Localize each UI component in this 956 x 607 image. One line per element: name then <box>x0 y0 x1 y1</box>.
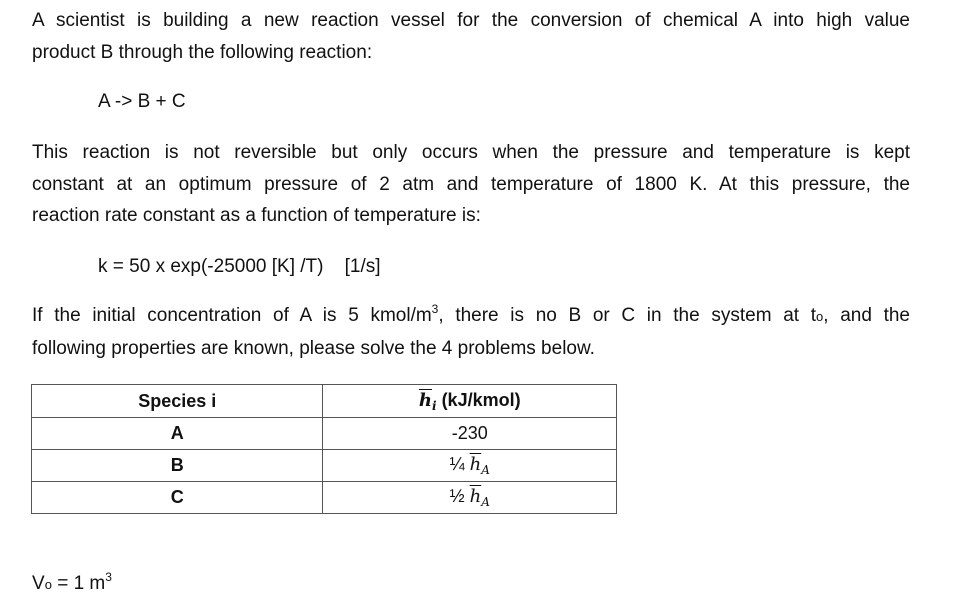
species-cell: C <box>32 482 323 514</box>
enthalpy-subscript: A <box>481 495 490 509</box>
enthalpy-cell: -230 <box>323 418 617 450</box>
enthalpy-subscript: A <box>481 463 490 477</box>
volume-subscript: o <box>44 577 52 592</box>
species-cell: A <box>32 418 323 450</box>
intro-line-1: A scientist is building a new reaction vessel for the conversion of chemical A into high value <box>32 10 910 31</box>
cubic-superscript: 3 <box>431 302 439 316</box>
initial-conditions-paragraph <box>32 300 910 364</box>
fraction: ¼ <box>449 454 465 474</box>
table-row <box>32 482 617 514</box>
intro-paragraph <box>32 5 910 68</box>
rate-units: [1/s] <box>344 256 381 277</box>
enthalpy-symbol: $\overline{h}$ <box>418 389 432 411</box>
initial-line-1 <box>32 300 910 333</box>
volume-superscript: 3 <box>105 570 112 584</box>
reaction-equation: A -> B + C <box>98 91 186 112</box>
species-enthalpy-table <box>31 384 617 514</box>
initial-line-1-b: , there is no B or C in the system at t <box>438 305 817 326</box>
t-zero-subscript: o <box>816 309 824 324</box>
header-species: Species i <box>32 385 323 418</box>
fraction: ½ <box>449 486 465 506</box>
species-cell: B <box>32 450 323 482</box>
enthalpy-symbol: $\overline{h}$ <box>469 486 482 507</box>
conditions-line-3: reaction rate constant as a function of temperature is: <box>32 205 481 226</box>
rate-constant-equation <box>98 251 381 282</box>
enthalpy-cell <box>323 482 617 514</box>
conditions-paragraph <box>32 137 910 232</box>
table-row <box>32 450 617 482</box>
enthalpy-units: (kJ/kmol) <box>441 389 521 410</box>
conditions-line-2: constant at an optimum pressure of 2 atm and temperature of 1800 K. At this pressure, the <box>32 173 910 195</box>
volume-value: = 1 m <box>57 573 106 594</box>
intro-line-2: product B through the following reaction: <box>32 41 373 63</box>
volume-label: V <box>32 573 45 594</box>
enthalpy-subscript: i <box>431 398 437 413</box>
table-header-row <box>32 385 617 418</box>
conditions-line-1: This reaction is not reversible but only occurs when the pressure and temperature is kept <box>32 142 910 163</box>
table-row <box>32 418 617 450</box>
header-enthalpy <box>323 385 617 418</box>
rate-formula: k = 50 x exp(-25000 [K] /T) <box>98 256 324 277</box>
initial-line-1-a: If the initial concentration of A is 5 kmol/m <box>32 305 432 326</box>
enthalpy-cell <box>323 450 617 482</box>
initial-line-2: following properties are known, please solve the 4 problems below. <box>32 337 595 359</box>
initial-line-1-c: , and the <box>823 305 910 326</box>
initial-volume <box>32 572 112 597</box>
enthalpy-symbol: $\overline{h}$ <box>469 454 482 475</box>
